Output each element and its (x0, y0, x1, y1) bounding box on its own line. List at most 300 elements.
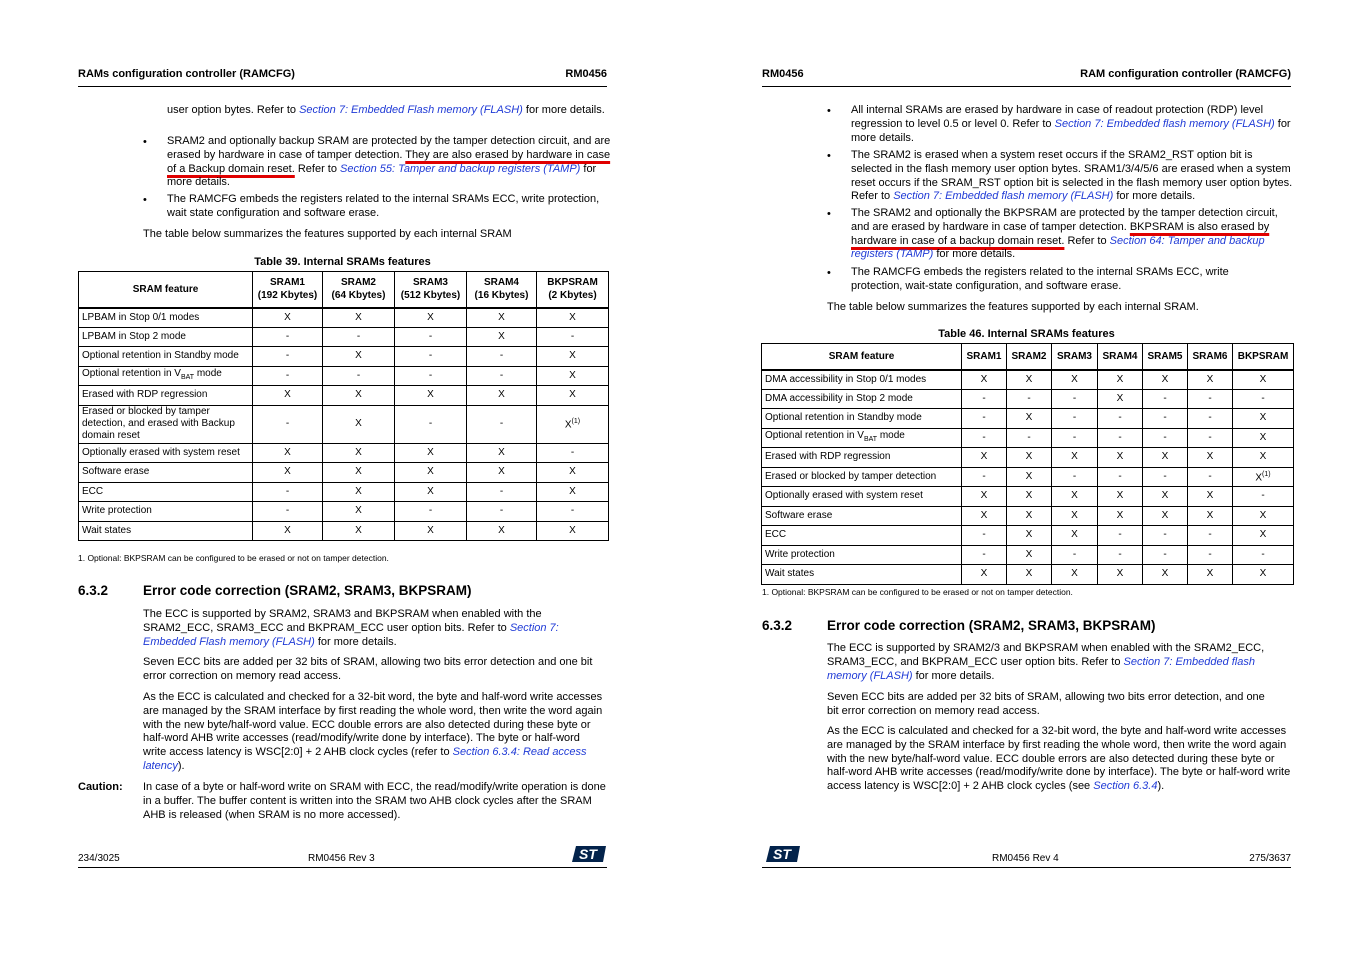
table-cell (395, 443, 467, 463)
right-link-flash-section-3[interactable]: Section 7: Embedded flash memory (FLASH) (827, 655, 1255, 682)
right-section-number: 6.3.2 (762, 618, 793, 633)
cell-value: - (1072, 431, 1077, 443)
left-header-rule (78, 86, 607, 87)
row-label (79, 443, 253, 463)
row-label (762, 409, 962, 429)
cell-value: X (1116, 373, 1124, 385)
left-footer-rule (78, 867, 607, 868)
cell-value: X (1025, 509, 1033, 521)
left-col-header (253, 272, 323, 308)
right-bullet4: The RAMCFG embeds the registers related to the internal SRAMs ECC, write protection, wait-state configuration, and software erase. (851, 266, 1229, 292)
cell-value: X (355, 466, 362, 478)
cell-value: - (499, 485, 504, 497)
right-col-header (1052, 344, 1098, 370)
cell-value: X (569, 524, 576, 536)
table-row (79, 366, 609, 386)
cell-value: - (1072, 548, 1077, 560)
cell-value: X (564, 419, 572, 431)
right-bullet3-text2: Refer to (1064, 234, 1110, 247)
cell-value: X (1025, 412, 1033, 424)
caution-label: Caution: (78, 781, 123, 793)
row-label-text: Software erase (765, 509, 833, 521)
cell-value: X (1255, 472, 1263, 484)
cell-value: X (1259, 373, 1267, 385)
row-label (79, 347, 253, 367)
cell-value: - (1072, 412, 1077, 424)
cell-value: X (1071, 568, 1078, 580)
cell-value: X (980, 451, 988, 463)
bullet-dot: • (827, 208, 831, 220)
cell-value: X (498, 446, 505, 458)
left-link-read-latency[interactable]: Section 6.3.4: Read access latency (143, 746, 587, 772)
table-cell (253, 347, 323, 367)
table-cell (1188, 565, 1233, 585)
cell-value: X (355, 485, 362, 497)
table-cell (537, 463, 609, 483)
table-cell (1052, 565, 1098, 585)
table-cell (1052, 389, 1098, 409)
table-cell (1233, 565, 1294, 585)
table-cell (395, 327, 467, 347)
cell-value: X (355, 505, 362, 517)
row-label-text: Wait states (82, 524, 132, 536)
table-cell (1188, 448, 1233, 468)
table-cell (1052, 487, 1098, 507)
vbat-suffix: mode (877, 429, 905, 441)
table-cell (323, 308, 395, 328)
cell-value: X (284, 524, 291, 536)
table-cell (1233, 389, 1294, 409)
left-link-flash-section[interactable]: Section 7: Embedded Flash memory (FLASH) (299, 104, 523, 116)
table-cell (962, 506, 1007, 526)
table-cell (1098, 409, 1143, 429)
table-cell (253, 366, 323, 386)
table-cell (1098, 526, 1143, 546)
bullet-dot: • (827, 105, 831, 117)
table-cell (962, 448, 1007, 468)
vbat-subscript: BAT (180, 373, 195, 381)
table-row (79, 386, 609, 406)
right-table-footnote: 1. Optional: BKPSRAM can be configured to be erased or not on tamper detection. (762, 587, 1073, 597)
table-cell (962, 467, 1007, 487)
row-label (762, 506, 962, 526)
cell-value: X (498, 311, 505, 323)
cell-value: X (355, 350, 362, 362)
left-table-caption: Table 39. Internal SRAMs features (254, 256, 431, 268)
cell-value: X (569, 369, 576, 381)
table-cell (1233, 487, 1294, 507)
left-footer-page: 234/3025 (78, 853, 120, 864)
table-cell (537, 482, 609, 502)
cell-value: - (570, 505, 575, 517)
col-header-label: SRAM1 (966, 350, 1002, 362)
left-link-tamp-section[interactable]: Section 55: Tamper and backup registers (TAMP) (340, 162, 581, 175)
col-header-label: SRAM2 (1011, 350, 1047, 362)
cell-value: X (498, 466, 505, 478)
table-row (79, 502, 609, 522)
left-col-header (323, 272, 395, 308)
cell-value: - (1163, 529, 1167, 541)
table-cell (1007, 409, 1052, 429)
cell-value: X (498, 330, 505, 342)
table-cell (1188, 467, 1233, 487)
table-cell (253, 521, 323, 541)
row-label (762, 428, 962, 448)
right-bullet2-text2: for more details. (1113, 190, 1196, 203)
st-logo-icon (570, 844, 606, 869)
right-col-header (1233, 344, 1294, 370)
table-cell (1188, 409, 1233, 429)
cell-value: - (1208, 412, 1212, 424)
cell-value: - (285, 369, 290, 381)
col-header-size: (16 Kbytes) (474, 290, 529, 302)
table-cell (1233, 409, 1294, 429)
cell-value: X (284, 466, 291, 478)
st-logo-icon (764, 844, 800, 869)
right-footer-rule (762, 867, 1291, 868)
right-ecc-p2: Seven ECC bits are added per 32 bits of SRAM, allowing two bits error detection, and one bit error correction on memory read access. (827, 691, 1265, 717)
table-cell (1233, 526, 1294, 546)
cell-value: X (355, 418, 362, 429)
row-label (762, 448, 962, 468)
cell-value: X (1025, 529, 1033, 541)
right-bullet1-text2: for more details. (851, 117, 1291, 144)
col-header-label: SRAM3 (412, 277, 448, 289)
cell-value: - (982, 548, 986, 560)
right-col-header (962, 344, 1007, 370)
table-cell (1143, 467, 1188, 487)
table-cell (1007, 448, 1052, 468)
cell-value: - (499, 418, 504, 429)
cell-value: - (1163, 548, 1167, 560)
cell-value: - (1118, 529, 1122, 541)
cell-value: X (980, 568, 988, 580)
table-cell (395, 482, 467, 502)
cell-value: X (1071, 451, 1078, 463)
cell-value: X (1116, 392, 1124, 404)
right-ecc-p1-text: The ECC is supported by SRAM2/3 and BKPSRAM when enabled with the SRAM2_ECC, SRAM3_ECC, and BKPRAM_ECC user option bits. Refer to (827, 642, 1265, 668)
col-header-size: (192 Kbytes) (257, 290, 318, 302)
row-label-text: LPBAM in Stop 0/1 modes (82, 311, 200, 323)
cell-value: X (1116, 451, 1124, 463)
right-header-doc: RM0456 (762, 68, 804, 80)
table-cell (1188, 389, 1233, 409)
table-cell (1098, 448, 1143, 468)
right-ecc-p1 (827, 642, 1291, 683)
cell-value: - (982, 470, 986, 482)
cell-value: X (427, 485, 434, 497)
col-header-label: SRAM6 (1192, 350, 1228, 362)
table-cell (1143, 526, 1188, 546)
cell-value: - (356, 369, 361, 381)
left-ecc-p1-text: The ECC is supported by SRAM2, SRAM3 and BKPSRAM when enabled with the SRAM2_ECC, SRAM3_ECC and BKPRAM_ECC user option bits. Refer to (143, 608, 542, 634)
table-row (762, 467, 1294, 487)
cell-value: X (1025, 373, 1033, 385)
cell-value: X (1259, 451, 1267, 463)
right-col-header (1188, 344, 1233, 370)
col-header-label: SRAM5 (1147, 350, 1183, 362)
table-cell (1143, 565, 1188, 585)
right-features-table (761, 343, 1294, 585)
row-label (79, 482, 253, 502)
table-cell (962, 428, 1007, 448)
left-bullet1-highlight: They are also erased by hardware in case of a Backup domain reset. (167, 148, 611, 175)
cell-value: - (499, 505, 504, 517)
cell-value: X (1025, 451, 1033, 463)
cell-value: X (1116, 490, 1124, 502)
table-cell (1143, 370, 1188, 390)
caution-text: In case of a byte or half-word write on SRAM with ECC, the read/modify/write operation is done in a buffer. The buffer content is written into the SRAM two AHB clock cycles after the SRAM AHB is released (when SRAM is no more accessed). (143, 781, 606, 821)
left-intro: The table below summarizes the features supported by each internal SRAM (143, 228, 512, 240)
svg-text:ST: ST (579, 846, 597, 862)
cell-value: - (1072, 392, 1077, 404)
table-cell (537, 405, 609, 443)
cell-value: - (499, 350, 504, 362)
table-cell (1052, 448, 1098, 468)
cell-value: X (284, 389, 291, 401)
table-cell (467, 308, 537, 328)
table-cell (253, 308, 323, 328)
table-cell (962, 409, 1007, 429)
table-cell (962, 545, 1007, 565)
table-cell (1052, 526, 1098, 546)
cell-value: - (285, 418, 290, 429)
row-label-text: Optionally erased with system reset (82, 446, 240, 458)
cell-value: X (569, 485, 576, 497)
cell-value: X (980, 373, 988, 385)
table-cell (253, 386, 323, 406)
right-link-tamp-section[interactable]: Section 64: Tamper and backup registers (TAMP) (851, 234, 1265, 261)
cell-value: X (1161, 509, 1169, 521)
cell-value: X (355, 311, 362, 323)
cell-value: - (285, 330, 290, 342)
table-cell (467, 366, 537, 386)
table-cell (1098, 545, 1143, 565)
table-cell (1007, 428, 1052, 448)
cell-value: - (285, 485, 290, 497)
cell-value: X (1071, 509, 1078, 521)
table-cell (962, 526, 1007, 546)
left-header-doc: RM0456 (565, 68, 607, 80)
bullet-dot: • (827, 150, 831, 162)
table-cell (1052, 409, 1098, 429)
table-row (762, 448, 1294, 468)
table-cell (1052, 370, 1098, 390)
table-cell (1143, 389, 1188, 409)
table-row (79, 327, 609, 347)
table-row (79, 347, 609, 367)
right-col-header (1143, 344, 1188, 370)
cell-value: X (1025, 490, 1033, 502)
table-cell (1143, 506, 1188, 526)
cell-value: - (356, 330, 361, 342)
col-header-label: BKPSRAM (1237, 350, 1289, 362)
left-ecc-p3 (143, 691, 605, 774)
left-para-top (167, 104, 607, 118)
cell-value: - (1208, 470, 1212, 482)
table-cell (1143, 409, 1188, 429)
right-section-title: Error code correction (SRAM2, SRAM3, BKPSRAM) (827, 618, 1156, 633)
table-cell (395, 521, 467, 541)
table-row (79, 443, 609, 463)
cell-value: - (1118, 470, 1122, 482)
table-cell (962, 389, 1007, 409)
row-label (762, 526, 962, 546)
cell-value: X (355, 389, 362, 401)
table-cell (962, 487, 1007, 507)
cell-value: X (1206, 451, 1214, 463)
cell-value: X (1259, 509, 1267, 521)
cell-value: X (1116, 509, 1124, 521)
table-row (79, 405, 609, 443)
cell-value: X (1161, 373, 1169, 385)
left-ecc-p1 (143, 608, 609, 649)
table-row (79, 521, 609, 541)
right-header-title: RAM configuration controller (RAMCFG) (1080, 68, 1291, 80)
left-section-number: 6.3.2 (78, 583, 109, 598)
cell-value: X (1206, 373, 1214, 385)
table-cell (1052, 467, 1098, 487)
cell-value: X (284, 446, 291, 458)
right-link-flash-section-2[interactable]: Section 7: Embedded flash memory (FLASH) (893, 190, 1114, 203)
table-cell (1233, 467, 1294, 487)
col-header-size: (2 Kbytes) (548, 290, 597, 302)
left-features-table (78, 271, 609, 541)
table-cell (395, 386, 467, 406)
cell-value: - (428, 505, 433, 517)
left-col-header (467, 272, 537, 308)
table-cell (395, 463, 467, 483)
table-row (79, 463, 609, 483)
table-cell (537, 443, 609, 463)
row-label (79, 463, 253, 483)
row-label-text: Optional retention in Standby mode (82, 350, 239, 362)
table-cell (1233, 545, 1294, 565)
cell-value: - (1072, 470, 1077, 482)
table-cell (1188, 506, 1233, 526)
table-row (762, 428, 1294, 448)
row-label-text: Optional retention in V (82, 367, 181, 379)
cell-value: - (1261, 548, 1265, 560)
table-cell (1052, 545, 1098, 565)
table-cell (1098, 467, 1143, 487)
cell-value: X (498, 524, 505, 536)
svg-text:ST: ST (773, 846, 791, 862)
right-link-section-634[interactable]: Section 6.3.4 (1093, 780, 1158, 793)
table-cell (395, 502, 467, 522)
table-cell (1188, 370, 1233, 390)
table-cell (323, 366, 395, 386)
table-cell (537, 308, 609, 328)
row-label (762, 545, 962, 565)
left-para-top-text: user option bytes. Refer to (167, 104, 300, 116)
cell-value: X (355, 524, 362, 536)
cell-value: - (1208, 529, 1212, 541)
row-label-text: DMA accessibility in Stop 0/1 modes (765, 373, 927, 385)
left-footer-rev: RM0456 Rev 3 (308, 853, 375, 864)
table-cell (253, 327, 323, 347)
row-label-text: Erased with RDP regression (765, 451, 891, 463)
table-cell (1233, 428, 1294, 448)
table-row (762, 565, 1294, 585)
table-cell (1098, 565, 1143, 585)
right-col-header (762, 344, 962, 370)
table-cell (323, 347, 395, 367)
cell-value: X (1116, 568, 1124, 580)
cell-value: X (427, 466, 434, 478)
left-section-title: Error code correction (SRAM2, SRAM3, BKPSRAM) (143, 583, 472, 598)
table-cell (1143, 448, 1188, 468)
row-label-text: LPBAM in Stop 2 mode (82, 330, 186, 342)
row-label-text: Optional retention in V (765, 429, 864, 441)
left-bullet1-text2: Refer to (294, 162, 341, 175)
cell-value: - (1208, 392, 1212, 404)
cell-value: - (1163, 470, 1167, 482)
cell-value: X (427, 446, 434, 458)
right-bullet3-highlight: BKPSRAM is also erased by hardware in case of a backup domain reset. (851, 220, 1270, 247)
table-cell (395, 366, 467, 386)
table-cell (1098, 370, 1143, 390)
table-cell (323, 443, 395, 463)
left-ecc-p3-text2: ). (177, 759, 185, 772)
table-cell (537, 502, 609, 522)
left-link-flash-section-2[interactable]: Section 7: Embedded Flash memory (FLASH) (143, 621, 559, 648)
right-bullet3-text3: for more details. (933, 248, 1016, 261)
row-label-text: Write protection (765, 548, 835, 560)
right-link-flash-section[interactable]: Section 7: Embedded flash memory (FLASH) (1054, 117, 1275, 130)
right-bullet3-text: The SRAM2 and optionally the BKPSRAM are protected by the tamper detection circuit, and are erased by hardware in case of tamper detection. (851, 207, 1278, 233)
right-ecc-p3 (827, 725, 1291, 794)
cell-value: X (1259, 412, 1267, 424)
row-label-text: ECC (82, 485, 104, 497)
table-row (762, 389, 1294, 409)
footnote-marker: (1) (1262, 471, 1271, 479)
left-header-title: RAMs configuration controller (RAMCFG) (78, 68, 295, 80)
table-cell (467, 502, 537, 522)
cell-value: X (427, 389, 434, 401)
cell-value: X (498, 389, 505, 401)
left-ecc-p2: Seven ECC bits are added per 32 bits of SRAM, allowing two bits error detection and one bit error correction on memory read access. (143, 656, 593, 682)
table-cell (962, 565, 1007, 585)
left-bullet2: The RAMCFG embeds the registers related to the internal SRAMs ECC, write protection, wait state configuration and software erase. (167, 193, 600, 219)
table-cell (253, 405, 323, 443)
table-row (79, 482, 609, 502)
right-ecc-p1-text2: for more details. (912, 669, 995, 682)
left-ecc-p1-text2: for more details. (314, 635, 397, 648)
cell-value: - (570, 446, 575, 458)
table-cell (323, 327, 395, 347)
table-row (79, 308, 609, 328)
table-cell (537, 347, 609, 367)
table-cell (1007, 467, 1052, 487)
table-cell (1098, 506, 1143, 526)
right-ecc-p3-text: As the ECC is calculated and checked for a 32-bit word, the byte and half-word write accesses are managed by the SRAM interface by first reading the whole word, then write the word again with the new byte/half-word value. ECC double errors are also detected during these byte or half-word AHB write accesses (read/modify/write done by interface). The byte or half-word write access latency is WSC[2:0] + 2 AHB clock cycles (see (827, 725, 1291, 793)
row-label (79, 308, 253, 328)
cell-value: X (427, 524, 434, 536)
table-cell (962, 370, 1007, 390)
table-cell (1007, 526, 1052, 546)
cell-value: X (1259, 529, 1267, 541)
row-label (762, 467, 962, 487)
row-label-text: Erased or blocked by tamper detection, and erased with Backup domain reset (82, 406, 235, 441)
row-label-text: ECC (765, 529, 787, 541)
table-cell (1098, 389, 1143, 409)
right-col-header (1098, 344, 1143, 370)
table-cell (537, 386, 609, 406)
right-bullet3 (851, 207, 1291, 262)
cell-value: - (285, 350, 290, 362)
table-cell (323, 405, 395, 443)
